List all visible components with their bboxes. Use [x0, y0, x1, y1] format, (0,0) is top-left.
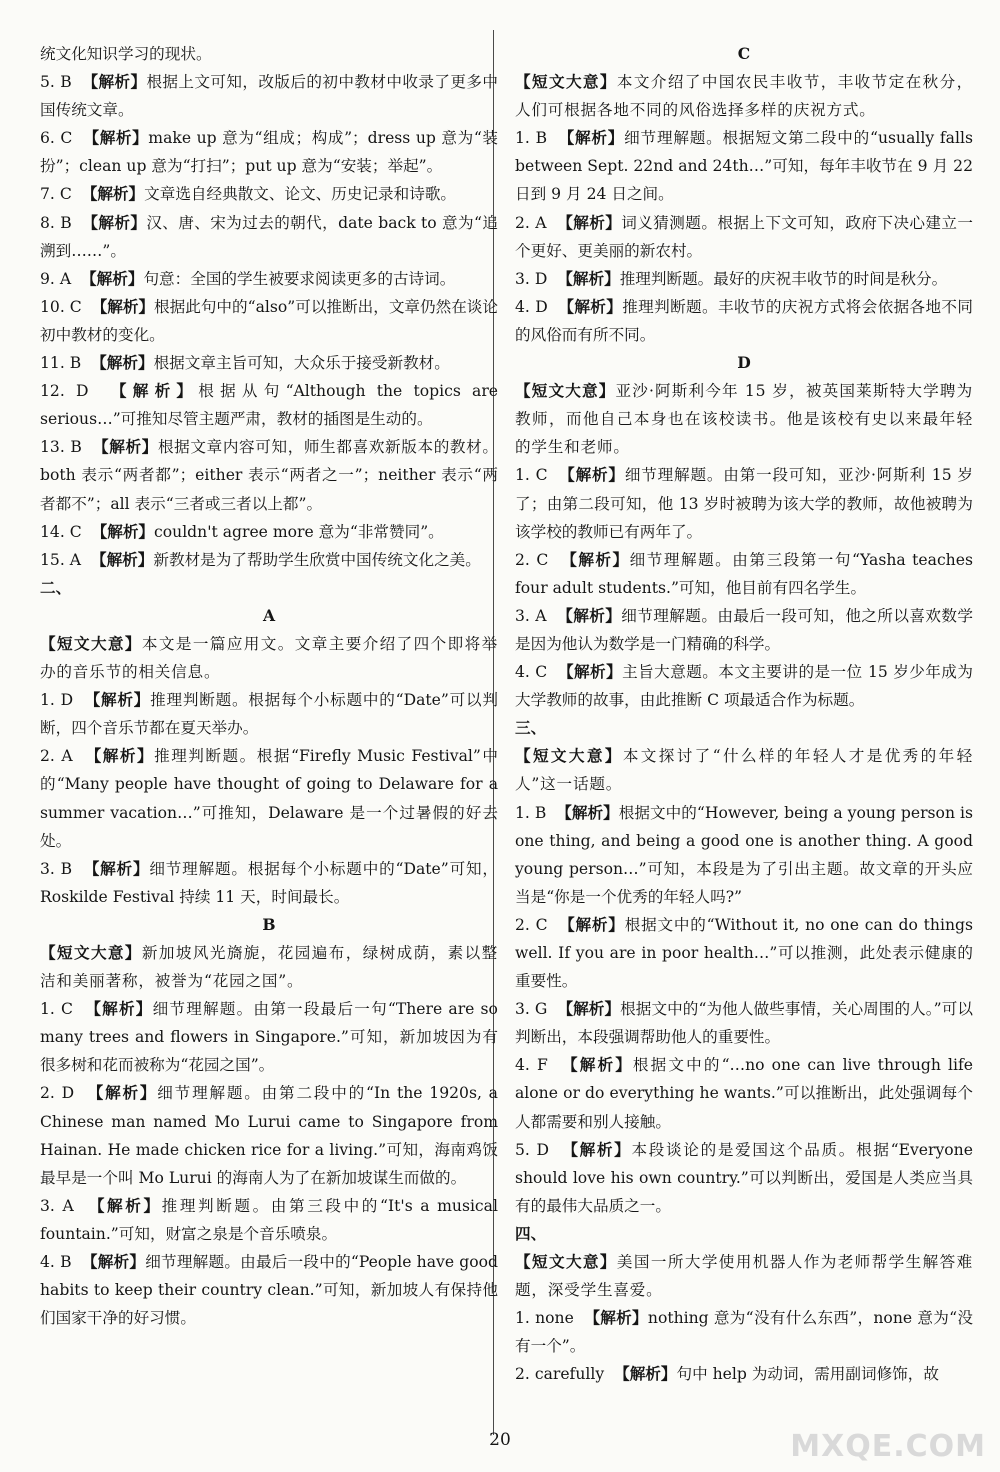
answer-item	[40, 855, 498, 911]
answer-item	[515, 1360, 973, 1388]
answer-item	[40, 433, 498, 517]
passage-summary	[515, 742, 973, 798]
answer-text: 句中 help 为动词，需用副词修饰，故	[676, 1365, 939, 1384]
analysis-label: 【 解析 】	[88, 1083, 158, 1102]
answer-item	[40, 1248, 498, 1332]
passage-heading: A	[262, 605, 276, 625]
answer-text: 根据文中的“…no one can live through life alone or do everything he wants.”可以推断出，此处强调每个人都需要和别人接触。	[515, 1056, 973, 1131]
answer-number: 11. B	[40, 354, 82, 373]
answer-number: 4. F	[515, 1056, 548, 1075]
analysis-label: 【 解析 】	[91, 550, 153, 569]
analysis-label: 【 解析 】	[86, 746, 154, 765]
answer-item	[515, 124, 973, 208]
summary-label: 【 短文大意 】	[515, 1252, 617, 1271]
answer-text: 句意：全国的学生被要求阅读更多的古诗词。	[143, 269, 456, 288]
summary-label: 【 短文大意 】	[40, 943, 142, 962]
answer-item	[40, 995, 498, 1079]
analysis-label: 【 解析 】	[111, 381, 198, 400]
answer-item	[40, 265, 498, 293]
passage-summary	[515, 377, 973, 461]
answer-number: 14. C	[40, 522, 82, 541]
summary-text: 亚沙·阿斯利今年 15 岁，被英国莱斯特大学聘为教师，而他自己本身也在该校读书。他是该校有史以来最年轻的学生和老师。	[515, 382, 973, 457]
answer-item	[40, 686, 498, 742]
answer-number: 15. A	[40, 550, 82, 569]
answer-item	[40, 546, 498, 574]
answer-item	[40, 124, 498, 180]
analysis-label: 【 解析 】	[562, 1140, 631, 1159]
answer-number: 8. B	[40, 213, 72, 232]
passage-summary	[515, 68, 973, 124]
intro-text: 统文化知识学习的现状。	[40, 45, 212, 63]
answer-item	[40, 180, 498, 208]
section-heading: 三、	[515, 718, 547, 738]
analysis-label: 【 解析 】	[584, 1308, 648, 1327]
summary-label: 【 短文大意 】	[515, 381, 615, 400]
answer-item	[40, 1079, 498, 1191]
answer-text: 词义猜测题。根据上下文可知，政府下决心建立一个更好、更美丽的新农村。	[515, 213, 973, 260]
answer-item	[40, 209, 498, 265]
passage-heading: D	[737, 353, 751, 373]
answer-item	[40, 377, 498, 433]
answer-number: 1. none	[515, 1309, 574, 1328]
answer-number: 1. C	[515, 466, 548, 485]
answer-number: 1. D	[40, 691, 74, 710]
answer-item	[515, 1136, 973, 1220]
left-column	[40, 40, 498, 1332]
answer-number: 12. D	[40, 382, 89, 401]
answer-item	[515, 658, 973, 714]
answer-number: 4. B	[40, 1253, 72, 1272]
analysis-label: 【 解析 】	[83, 128, 148, 147]
answer-text: 细节理解题。由最后一段中的“People have good habits to keep their country clean.”可知，新加坡人有保持他们国家干净的好习惯。	[40, 1253, 498, 1328]
answer-number: 3. A	[515, 606, 547, 625]
answer-text: 细节理解题。由第三段第一句“Yasha teaches four adult students.”可知，他目前有四名学生。	[515, 550, 973, 597]
answer-text: 根据文中的“However, being a young person is one thing, and being a good one is another thing. A good young person…”可知，本段是为了引出主题。故文章的开头应当是“你是一个优秀的年轻人吗?”	[515, 803, 973, 906]
analysis-label: 【 解析 】	[82, 213, 146, 232]
answer-number: 4. C	[515, 663, 548, 682]
answer-item	[515, 799, 973, 911]
answer-item	[515, 293, 973, 349]
answer-text: couldn't agree more 意为“非常赞同”。	[154, 522, 444, 541]
answer-text: 细节理解题。由第一段可知，亚沙·阿斯利 15 岁了；由第二段可知，他 13 岁时被聘为该大学的教师，故他被聘为该学校的教师已有两年了。	[515, 466, 973, 541]
summary-text: 美国一所大学使用机器人作为老师帮学生解答难题，深受学生喜爱。	[515, 1253, 973, 1300]
answer-number: 2. C	[515, 550, 549, 569]
answer-number: 7. C	[40, 185, 72, 204]
answer-item	[515, 1304, 973, 1360]
answer-number: 2. A	[40, 747, 73, 766]
analysis-label: 【 解析 】	[82, 1252, 145, 1271]
answer-text: 汉、唐、宋为过去的朝代，date back to 意为“追溯到……”。	[40, 213, 498, 260]
answer-item	[40, 742, 498, 854]
answer-text: 新教材是为了帮助学生欣赏中国传统文化之美。	[153, 550, 481, 569]
answer-text: 推理判断题。根据“Firefly Music Festival”中的“Many people have thought of going to Delaware for a summer vacation…”可推知，Delaware 是一个过暑假的好去处。	[40, 747, 498, 850]
answer-text: 根据文中的“为他人做些事情，关心周围的人。”可以判断出，本段强调帮助他人的重要性。	[515, 1000, 973, 1047]
answer-item	[515, 461, 973, 545]
summary-text: 本文介绍了中国农民丰收节，丰收节定在秋分，人们可根据各地不同的风俗选择多样的庆祝方式。	[515, 73, 973, 120]
summary-text: 新加坡风光旖旎，花园遍布，绿树成荫，素以整洁和美丽著称，被誉为“花园之国”。	[40, 944, 498, 991]
analysis-label: 【 解析 】	[562, 1055, 633, 1074]
answer-number: 1. C	[40, 1000, 73, 1019]
answer-text: 根据文中的“Without it, no one can do things well. If you are in poor health…”可以推测，此处表示健康的重要性。	[515, 915, 973, 991]
summary-label: 【 短文大意 】	[40, 634, 142, 653]
passage-summary	[40, 630, 498, 686]
answer-item	[515, 995, 973, 1051]
analysis-label: 【 解析 】	[557, 213, 621, 232]
answer-item	[515, 546, 973, 602]
answer-text: 根据文章内容可知，师生都喜欢新版本的教材。both 表示“两者都”；either 表示“两者之一”；neither 表示“两者都不”；all 表示“三者或三者以上都”。	[40, 438, 498, 513]
analysis-label: 【 解析 】	[85, 999, 152, 1018]
answer-item	[40, 1192, 498, 1248]
answer-number: 3. D	[515, 269, 548, 288]
analysis-label: 【 解析 】	[91, 353, 153, 372]
answer-text: 推理判断题。丰收节的庆祝方式将会依据各地不同的风俗而有所不同。	[515, 297, 973, 344]
answer-item	[40, 293, 498, 349]
answer-text: 推理判断题。根据每个小标题中的“Date”可以判断，四个音乐节都在夏天举办。	[40, 691, 498, 738]
page-number: 20	[489, 1430, 511, 1450]
passage-summary	[515, 1248, 973, 1304]
analysis-label: 【 解析 】	[92, 522, 154, 541]
answer-item	[515, 911, 973, 995]
answer-number: 2. D	[40, 1084, 75, 1103]
answer-text: nothing 意为“没有什么东西”，none 意为“没有一个”。	[515, 1309, 973, 1356]
analysis-label: 【 解析 】	[557, 606, 621, 625]
answer-number: 5. D	[515, 1140, 550, 1159]
answer-number: 2. A	[515, 213, 547, 232]
passage-heading: B	[262, 914, 276, 934]
answer-text: 推理判断题。最好的庆祝丰收节的时间是秋分。	[619, 269, 948, 288]
analysis-label: 【 解析 】	[89, 1196, 162, 1215]
answer-item	[40, 349, 498, 377]
summary-text: 本文是一篇应用文。文章主要介绍了四个即将举办的音乐节的相关信息。	[40, 634, 498, 682]
analysis-label: 【 解析 】	[558, 662, 622, 681]
answer-item	[515, 265, 973, 293]
analysis-label: 【 解析 】	[559, 915, 625, 934]
analysis-label: 【 解析 】	[556, 803, 619, 822]
analysis-label: 【 解析 】	[561, 550, 629, 569]
analysis-label: 【 解析 】	[81, 269, 143, 288]
analysis-label: 【 解析 】	[558, 297, 622, 316]
answer-number: 4. D	[515, 297, 548, 316]
answer-item	[515, 209, 973, 265]
analysis-label: 【 解析 】	[559, 128, 625, 147]
answer-number: 6. C	[40, 129, 73, 148]
answer-number: 2. carefully	[515, 1365, 605, 1384]
answer-text: 细节理解题。由第一段最后一句“There are so many trees and flowers in Singapore.”可知，新加坡因为有很多树和花而被称为“花园之国”。	[40, 1000, 498, 1075]
answer-number: 13. B	[40, 438, 82, 457]
analysis-label: 【 解析 】	[82, 72, 146, 91]
answer-text: 细节理解题。由最后一段可知，他之所以喜欢数学是因为他认为数学是一门精确的科学。	[515, 606, 973, 653]
passage-summary	[40, 939, 498, 995]
watermark-logo: MXQE.COM	[790, 1429, 986, 1464]
summary-label: 【 短文大意 】	[515, 72, 617, 91]
answer-text: 根据从句“Although the topics are serious…”可推知尽管主题严肃，教材的插图是生动的。	[40, 382, 498, 429]
answer-text: 推理判断题。由第三段中的“It's a musical fountain.”可知，财富之泉是个音乐喷泉。	[40, 1196, 498, 1243]
answer-number: 9. A	[40, 269, 72, 288]
answer-number: 2. C	[515, 915, 548, 934]
answer-number: 10. C	[40, 297, 82, 316]
analysis-label: 【 解析 】	[93, 437, 158, 456]
answer-number: 3. A	[40, 1196, 74, 1215]
answer-text: 根据文章主旨可知，大众乐于接受新教材。	[153, 354, 450, 373]
analysis-label: 【 解析 】	[82, 184, 144, 203]
section-heading: 二、	[40, 577, 72, 597]
analysis-label: 【 解析 】	[614, 1364, 676, 1383]
answer-item	[40, 518, 498, 546]
answer-item	[515, 602, 973, 658]
answer-text: make up 意为“组成；构成”；dress up 意为“装扮”；clean up 意为“打扫”；put up 意为“安装；举起”。	[40, 129, 498, 176]
answer-text: 文章选自经典散文、论文、历史记录和诗歌。	[144, 185, 457, 204]
answer-text: 主旨大意题。本文主要讲的是一位 15 岁少年成为大学教师的故事，由此推断 C 项最适合作为标题。	[515, 663, 973, 710]
summary-label: 【 短文大意 】	[515, 746, 623, 765]
answer-text: 根据上文可知，改版后的初中教材中收录了更多中国传统文章。	[40, 73, 498, 120]
answer-number: 5. B	[40, 73, 72, 92]
analysis-label: 【 解析 】	[85, 690, 151, 709]
answer-text: 根据此句中的“also”可以推断出，文章仍然在谈论初中教材的变化。	[40, 297, 498, 344]
analysis-label: 【 解析 】	[84, 859, 150, 878]
summary-text: 本文探讨了“什么样的年轻人才是优秀的年轻人”这一话题。	[515, 747, 973, 794]
answer-number: 3. G	[515, 1000, 548, 1019]
answer-text: 细节理解题。根据短文第二段中的“usually falls between Sept. 22nd and 24th…”可知，每年丰收节在 9 月 22 日到 9 月 24 日之间。	[515, 129, 973, 204]
answer-text: 本段谈论的是爱国这个品质。根据“Everyone should love his own country.”可以判断出，爱国是人类应当具有的最伟大品质之一。	[515, 1140, 973, 1215]
analysis-label: 【 解析 】	[559, 465, 625, 484]
answer-number: 1. B	[515, 803, 547, 822]
answer-text: 细节理解题。由第二段中的“In the 1920s, a Chinese man named Mo Lurui came to Singapore from Hainan. He made chicken rice for a living.”可知，海南鸡饭最早是一个叫 Mo Lurui 的海南人为了在新加坡谋生而做的。	[40, 1084, 498, 1187]
answer-item	[515, 1051, 973, 1135]
answer-text: 细节理解题。根据每个小标题中的“Date”可知，Roskilde Festival 持续 11 天，时间最长。	[40, 859, 498, 906]
answer-item	[40, 68, 498, 124]
section-heading: 四、	[515, 1223, 547, 1243]
right-column	[515, 40, 973, 1389]
analysis-label: 【 解析 】	[92, 297, 154, 316]
answer-number: 1. B	[515, 129, 548, 148]
answer-number: 3. B	[40, 859, 73, 878]
analysis-label: 【 解析 】	[557, 269, 619, 288]
analysis-label: 【 解析 】	[557, 999, 620, 1018]
passage-heading: C	[737, 44, 751, 63]
